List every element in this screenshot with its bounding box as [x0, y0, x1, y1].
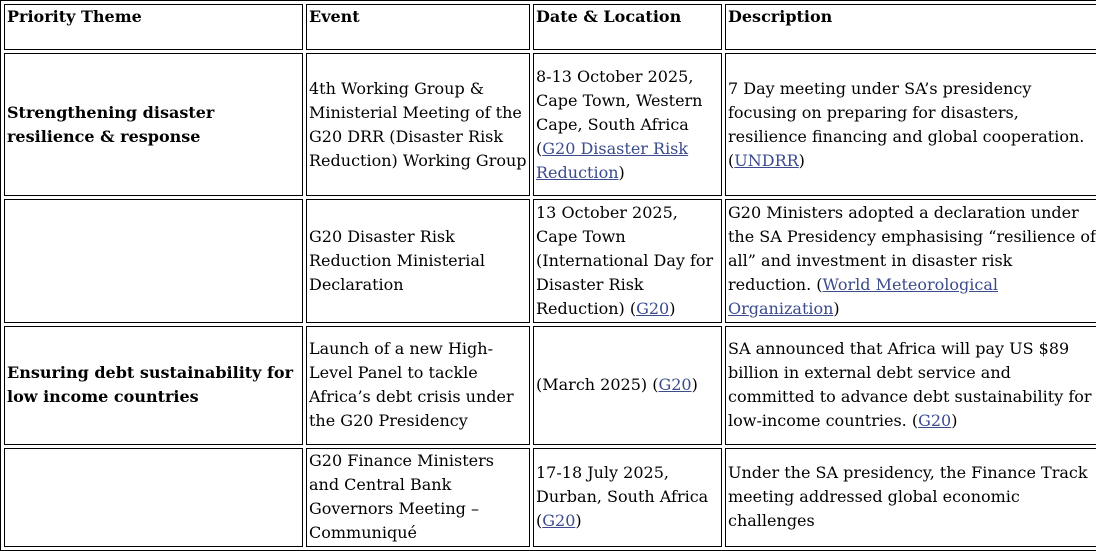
source-link[interactable]: UNDRR — [734, 150, 799, 170]
event-cell: 4th Working Group & Ministerial Meeting of the G20 DRR (Disaster Risk Reduction) Working Group — [306, 53, 530, 196]
source-link[interactable]: G20 — [636, 299, 670, 319]
source-link[interactable]: G20 — [658, 375, 692, 395]
source-link[interactable]: G20 — [542, 511, 576, 531]
source-link[interactable]: World Meteorological Organization — [728, 275, 999, 319]
theme-cell: Ensuring debt sustainability for low income countries — [4, 326, 303, 445]
description-text: 7 Day meeting under SA’s presidency focusing on preparing for disasters, resilience financing and global cooperation. ( — [728, 78, 1085, 170]
event-cell: G20 Disaster Risk Reduction Ministerial Declaration — [306, 199, 530, 322]
date-location-cell — [533, 448, 722, 547]
description-suffix: ) — [798, 150, 805, 170]
description-text: SA announced that Africa will pay US $89 billion in external debt service and committed to advance debt sustainability for low-income countries. ( — [728, 339, 1092, 431]
theme-cell — [4, 199, 303, 322]
description-suffix: ) — [951, 411, 958, 431]
date-suffix: ) — [618, 162, 625, 182]
date-location-cell — [533, 326, 722, 445]
event-cell: Launch of a new High-Level Panel to tackle Africa’s debt crisis under the G20 Presidency — [306, 326, 530, 445]
header-event: Event — [306, 4, 530, 50]
theme-cell — [4, 448, 303, 547]
table-row — [4, 199, 1096, 322]
date-suffix: ) — [575, 511, 582, 531]
date-text: 8-13 October 2025, Cape Town, Western Cape, South Africa ( — [536, 66, 703, 158]
header-description: Description — [725, 4, 1096, 50]
header-priority-theme: Priority Theme — [4, 4, 303, 50]
description-text: Under the SA presidency, the Finance Track meeting addressed global economic challenges — [728, 463, 1088, 531]
table-row — [4, 326, 1096, 445]
description-cell — [725, 199, 1096, 322]
header-row — [4, 4, 1096, 50]
date-text: 13 October 2025, Cape Town (International Day for Disaster Risk Reduction) ( — [536, 203, 714, 319]
event-cell: G20 Finance Ministers and Central Bank Governors Meeting – Communiqué — [306, 448, 530, 547]
source-link[interactable]: G20 — [918, 411, 952, 431]
source-link[interactable]: G20 Disaster Risk Reduction — [536, 138, 689, 182]
date-text: (March 2025) ( — [536, 375, 659, 395]
table-row — [4, 448, 1096, 547]
description-cell — [725, 326, 1096, 445]
header-date-location: Date & Location — [533, 4, 722, 50]
date-text: 17-18 July 2025, Durban, South Africa ( — [536, 463, 709, 531]
description-suffix: ) — [833, 299, 840, 319]
description-cell — [725, 448, 1096, 547]
date-location-cell — [533, 199, 722, 322]
date-suffix: ) — [669, 299, 676, 319]
date-suffix: ) — [691, 375, 698, 395]
description-cell — [725, 53, 1096, 196]
description-text: G20 Ministers adopted a declaration under the SA Presidency emphasising “resilience of all” and investment in disaster risk reduction. ( — [728, 203, 1096, 295]
theme-cell: Strengthening disaster resilience & response — [4, 53, 303, 196]
date-location-cell — [533, 53, 722, 196]
table-row — [4, 53, 1096, 196]
